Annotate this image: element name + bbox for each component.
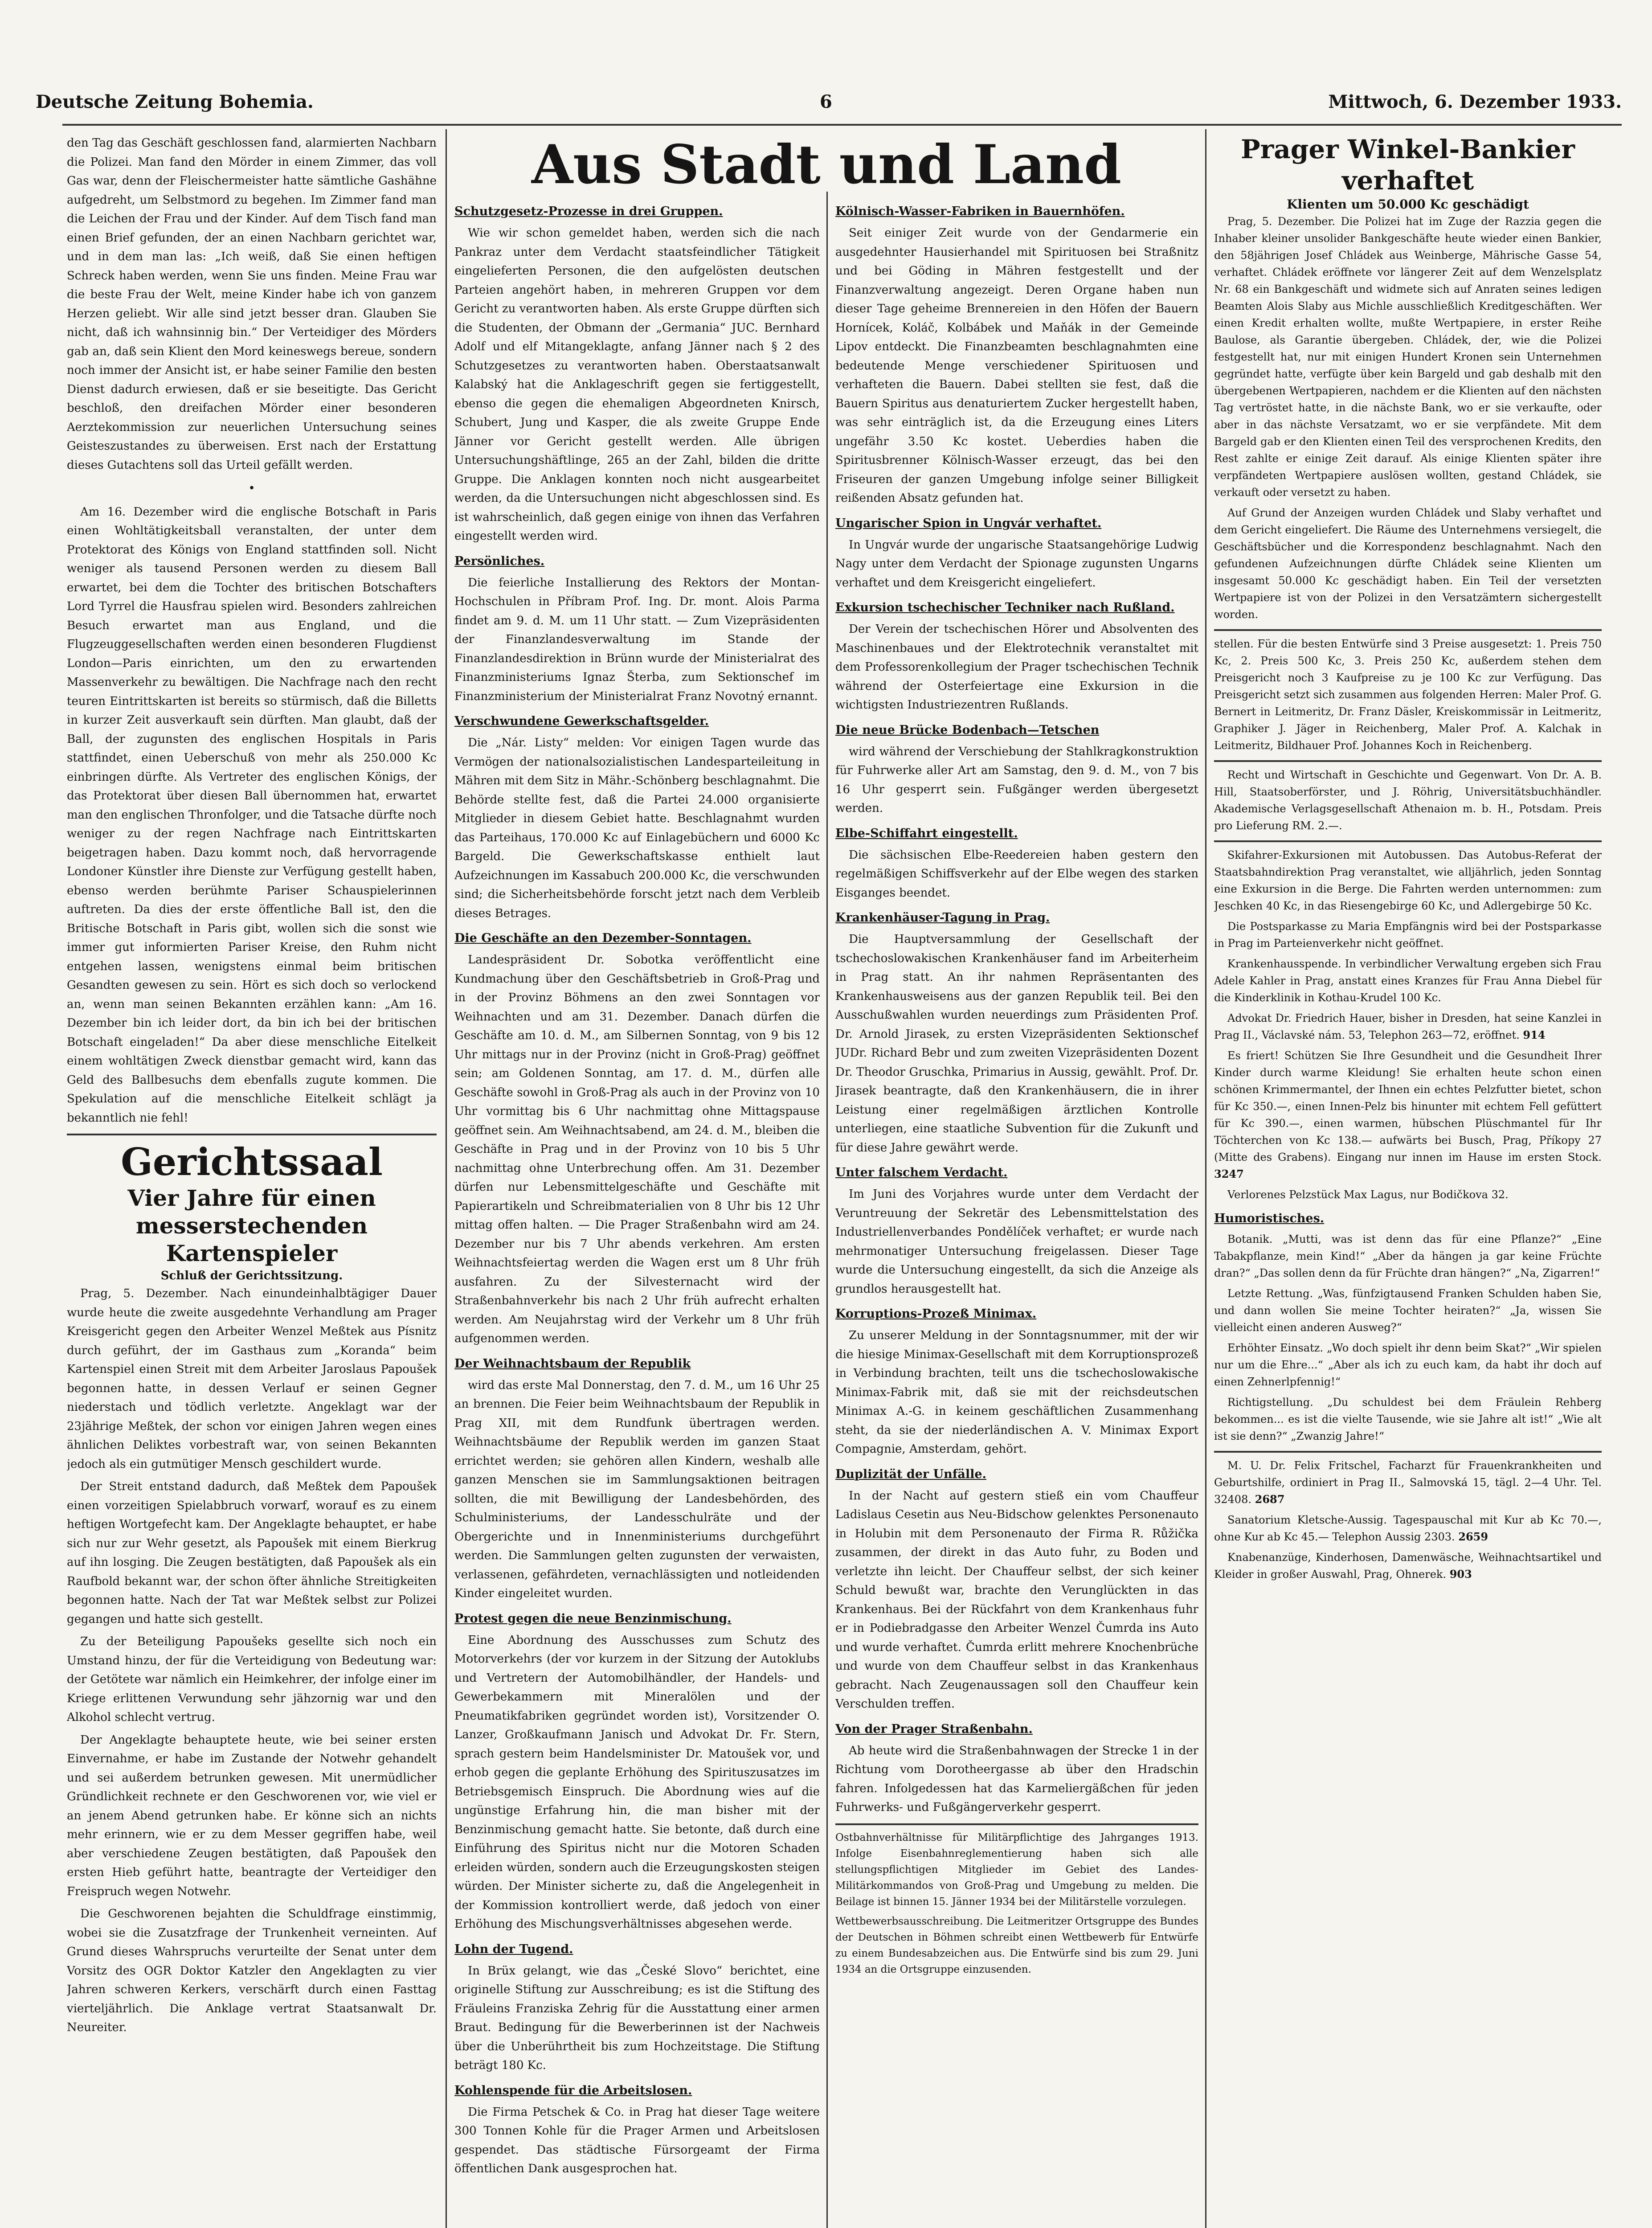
subheadline-banker: Klienten um 50.000 Kc geschädigt: [1287, 197, 1529, 212]
notice-postsavings: Die Postsparkasse zu Maria Empfängnis wird bei der Postsparkasse in Prag im Parteienverkehr nicht geöffnet.: [1214, 920, 1602, 950]
article-body: Ab heute wird die Straßenbahnwagen der Strecke 1 in der Richtung vom Dorotheergasse ab über den Hradschin fahren. Infolgedessen hat das Karmeliergäßchen für jeden Fuhrwerks- und Fußgängerverkehr gesperrt.: [835, 1744, 1198, 1814]
masthead: [36, 91, 1622, 123]
ad-clothing-text: Knabenanzüge, Kinderhosen, Damenwäsche, Weihnachtsartikel und Kleider in großer Auswahl, Prag, Ohnerek.: [1214, 1551, 1602, 1581]
article-body: Landespräsident Dr. Sobotka veröffentlicht eine Kundmachung über den Geschäftsbetrieb in Groß-Prag und in der Provinz Böhmens an den zwei Sonntagen vor Weihnachten und am 31. Dezember. Danach dürfen die Geschäfte am 10. d. M., am Silbernen Sonntag, von 9 bis 12 Uhr mittags nur in der Provinz (nicht in Groß-Prag) geöffnet sein; am Goldenen Sonntag, am 17. d. M., dürfen alle Geschäfte sowohl in Groß-Prag als auch in der Provinz von 10 Uhr vormittag bis 6 Uhr nachmittag ohne Mittagspause geöffnet sein. Am Weihnachtsabend, am 24. d. M., bleiben die Geschäfte in Prag und in der Provinz von 10 bis 5 Uhr nachmittag ohne Unterbrechung offen. Am 31. Dezember dürfen nur Lebensmittelgeschäfte und Geschäfte mit Papierartikeln und Schreibmaterialien von 8 Uhr bis 12 Uhr mittag offen halten. — Die Prager Straßenbahn wird am 24. Dezember nur bis 7 Uhr abends verkehren. Am ersten Weihnachtsfeiertag werden die Wagen erst um 8 Uhr früh ausfahren. Zu der Silvesternacht wird der Straßenbahnverkehr bis nach 2 Uhr früh aufrecht erhalten werden. Am Neujahrstag wird der Verkehr um 8 Uhr früh aufgenommen werden.: [454, 953, 820, 1345]
column-4: [1214, 134, 1602, 2228]
masthead-paper-name: Deutsche Zeitung Bohemia.: [36, 91, 314, 112]
headline: Unter falschem Verdacht.: [835, 1166, 1008, 1180]
ad-number: 3247: [1214, 1167, 1244, 1180]
notice-jury: stellen. Für die besten Entwürfe sind 3 Preise ausgesetzt: 1. Preis 750 Kc, 2. Preis 500 Kc, 3. Preis 250 Kc, außerdem stehen dem Preisgericht noch 3 Kaufpreise zu je 100 Kc zur Verfügung. Das Preisgericht setzt sich zusammen aus folgenden Herren: Maler Prof. G. Bernert in Leitmeritz, Dr. Franz Däsler, Kreiskommissär in Leitmeritz, Graphiker J. Jäger in Reichenberg, Maler Prof. A. Kalchak in Leitmeritz, Bildhauer Prof. Johannes Koch in Reichenberg.: [1214, 638, 1602, 752]
ad-sanatorium: [1214, 1511, 1602, 1545]
headline: Persönliches.: [454, 554, 545, 568]
article-court-p4: Der Angeklagte behauptete heute, wie bei seiner ersten Einvernahme, er habe im Zustande der Notwehr gehandelt und sei außerdem betrunken gewesen. Mit unermüdlicher Gründlichkeit rechnete er den Geschworenen vor, wie viel er an jenem Abend getrunken habe. Er könne sich an nichts mehr erinnern, wie er zu dem Messer gegriffen habe, weil aber verschiedene Zeugen bestätigten, daß Papoušek den ersten Hieb geführt hatte, beantragte der Verteidiger den Freispruch wegen Notwehr.: [67, 1733, 437, 1898]
article-court-p2: Der Streit entstand dadurch, daß Meßtek dem Papoušek einen vorzeitigen Spielabbruch vorwarf, worauf es zu einem heftigen Wortgefecht kam. Der Angeklagte behauptet, er habe sich nur zur Wehr gesetzt, als Papoušek mit einem Bierkrug auf ihn losging. Die Zeugen bestätigten, daß Papoušek als ein Raufbold bekannt war, der schon öfter ähnliche Streitigkeiten begonnen hatte. Nach der Tat war Meßtek selbst zur Polizei gegangen und hatte sich gestellt.: [67, 1480, 437, 1626]
notice-lost: Verlorenes Pelzstück Max Lagus, nur Bodičkova 32.: [1227, 1188, 1509, 1201]
notice-donation: Krankenhausspende. In verbindlicher Verwaltung ergeben sich Frau Adele Kahler in Prag, anstatt eines Kranzes für Frau Anna Diebel für die Kinderklinik in Kothau-Krudel 100 Kc.: [1214, 958, 1602, 1004]
headline: Kölnisch-Wasser-Fabriken in Bauernhöfen.: [835, 205, 1125, 218]
article-body: wird das erste Mal Donnerstag, den 7. d. M., um 16 Uhr 25 an brennen. Die Feier beim Weihnachtsbaum der Republik in Prag XII, mit dem Rundfunk übertragen werden. Weihnachtsbäume der Republik werden im ganzen Staat errichtet werden; sie gehören allen Kindern, weshalb alle ganzen Menschen sie im Sammlungsaktionen beitragen sollten, die mit Bewilligung der Landesbehörden, des Schulministeriums, der Landesschulräte und der Obergerichte und in Innenministeriums durchgeführt werden. Die Sammlungen gelten zugunsten der verwaisten, verlassenen, gefährdeten, vernachlässigten und notleidenden Kinder eingeleitet wurden.: [454, 1378, 820, 1600]
column-3: [835, 196, 1198, 2228]
humor-3: Erhöhter Einsatz. „Wo doch spielt ihr denn beim Skat?“ „Wir spielen nur um die Ehre...“ „Aber als ich zu euch kam, da habt ihr doch auf einen Zehnerlpfennig!“: [1214, 1342, 1602, 1388]
article-body: In Ungvár wurde der ungarische Staatsangehörige Ludwig Nagy unter dem Verdacht der Spionage zugunsten Ungarns verhaftet und dem Kreisgericht eingeliefert.: [835, 538, 1198, 590]
ad-number: 903: [1449, 1568, 1472, 1581]
article-body: Im Juni des Vorjahres wurde unter dem Verdacht der Veruntreuung der Sekretär des Lebensmittelstation des Industriellenverbandes Pondělíček verhaftet; er wurde nach mehrmonatiger Untersuchung freigelassen. Dieser Tage wurde die Untersuchung eingestellt, da sich die Anzeige als grundlos herausgestellt hat.: [835, 1188, 1198, 1296]
article-body: Die Firma Petschek & Co. in Prag hat dieser Tage weitere 300 Tonnen Kohle für die Prager Armen und Arbeitslosen gespendet. Das städtische Fürsorgeamt der Firma öffentlichen Dank ausgesprochen hat.: [454, 2105, 820, 2175]
masthead-page-number: 6: [820, 91, 832, 112]
article-body: Die „Nár. Listy“ melden: Vor einigen Tagen wurde das Vermögen der nationalsozialistischen Landesparteileitung in Mähren mit dem Sitz in Mähr.-Schönberg beschlagnahmt. Die Behörde stellte fest, daß die Partei 24.000 organisierte Mitglieder in diesem Gebiet hatte. Beschlagnahmt wurden das Parteihaus, 170.000 Kc auf Einlagebüchern und 6000 Kc Bargeld. Die Gewerkschaftskasse enthielt laut Aufzeichnungen im Kassabuch 200.000 Kc, die verschwunden sind; die Sicherheitsbehörde forscht jetzt nach dem Verbleib dieses Betrages.: [454, 736, 820, 920]
column-1: [67, 134, 437, 2228]
ad-furs-text: Es friert! Schützen Sie Ihre Gesundheit und die Gesundheit Ihrer Kinder durch warme Kleidung! Sie erhalten heute schon einen schönen Krimmermantel, der Ihnen ein echtes Pelzfutter bietet, schon für Kc 350.—, einen Innen-Pelz bis hinunter mit echtem Fell gefüttert für Kc 390.—, einen warmen, hübschen Plüschmantel für Ihr Töchterchen von Kc 138.— aufwärts bei Busch, Prag, Příkopy 27 (Mitte des Grabens). Eingang nur innen im Hause im ersten Stock.: [1214, 1049, 1602, 1163]
notice-competition: Wettbewerbsausschreibung. Die Leitmeritzer Ortsgruppe des Bundes der Deutschen in Böhmen schreibt einen Wettbewerb für Entwürfe zu einem Bundesabzeichen aus. Die Entwürfe sind bis zum 29. Juni 1934 an die Ortsgruppe einzusenden.: [835, 1915, 1198, 1975]
section-banner: [459, 134, 1194, 196]
headline: Verschwundene Gewerkschaftsgelder.: [454, 714, 709, 728]
headline: Von der Prager Straßenbahn.: [835, 1722, 1033, 1736]
headline-humor: Humoristisches.: [1214, 1212, 1325, 1225]
headline: Der Weihnachtsbaum der Republik: [454, 1356, 691, 1371]
article-body: In Brüx gelangt, wie das „České Slovo“ berichtet, eine originelle Stiftung zur Ausschreibung; es ist die Stiftung des Fräuleins Franziska Zehrig für die Ausstattung einer armen Braut. Bedingung für die Bewerberinnen ist der Nachweis über die Unberührtheit bis zum Hochzeitstage. Die Stiftung beträgt 180 Kc.: [454, 1964, 820, 2072]
article-body: In der Nacht auf gestern stieß ein vom Chauffeur Ladislaus Cesetin aus Neu-Bidschow gelenktes Personenauto in Holubin mit dem Personenauto der Firma R. Růžička zusammen, der direkt in das Auto fuhr, zu Boden und verletzte ihn leicht. Der Chauffeur selbst, der sich keiner Schuld bewußt war, brachte den Verunglückten in das Krankenhaus. Bei der Rückfahrt von dem Krankenhaus fuhr er in Podiebradgasse den Arbeiter Wenzel Čumrda ins Auto und wurde verhaftet. Čumrda erlitt mehrere Knochenbrüche und wurde von dem Chauffeur selbst in das Krankenhaus gebracht. Nach Zeugenaussagen soll den Chauffeur kein Verschulden treffen.: [835, 1489, 1198, 1711]
article-ball: Am 16. Dezember wird die englische Botschaft in Paris einen Wohltätigkeitsball veranstalten, der unter dem Protektorat des Königs von England stattfinden soll. Nicht weniger als tausend Personen werden zu diesem Ball erwartet, bei dem die Tochter des britischen Botschafters Lord Tyrrel die Hausfrau spielen wird. Besonders zahlreichen Besuch erwartet man aus England, und die Flugzeuggesellschaften werden einen besonderen Flugdienst London—Paris einrichten, um den zu erwartenden Massenverkehr zu bewältigen. Die Nachfrage nach den recht teuren Eintrittskarten ist bereits so stürmisch, daß die Billetts in kurzer Zeit ausverkauft sein dürften. Man glaubt, daß der Ball, der zugunsten des englischen Hospitals in Paris stattfindet, einen Ueberschuß von mehr als 250.000 Kc einbringen dürfte. Als Vertreter des englischen Königs, der das Protektorat über diesen Ball übernommen hat, erwartet man den englischen Thronfolger, und die Tatsache dürfte noch weniger zu der regen Nachfrage nach Eintrittskarten beigetragen haben. Dazu kommt noch, daß hervorragende Londoner Künstler ihre Dienste zur Verfügung gestellt haben, ebenso werden berühmte Pariser Schauspielerinnen auftreten. Da dies der erste öffentliche Ball ist, den die Britische Botschaft in Paris gibt, wollen sich die sonst wie immer gut informierten Pariser Kreise, den Ruhm nicht entgehen lassen, wenigstens einmal beim britischen Gesandten gewesen zu sein. Hört es sich doch so verlockend an, wenn man seinen Bekannten erzählen kann: „Am 16. Dezember bin ich leider dort, da bin ich bei der britischen Botschaft eingeladen!“ Da aber diese menschliche Eitelkeit einem wohltätigen Zweck dienstbar gemacht wird, kann das Geld des Ballbesuchs dem ebenfalls zugute kommen. Die Spekulation auf die menschliche Eitelkeit schlägt ja bekanntlich nie fehl!: [67, 505, 437, 1125]
ad-sanatorium-text: Sanatorium Kletsche-Aussig. Tagespauschal mit Kur ab Kc 70.—, ohne Kur ab Kc 45.— Telephon Aussig 2303.: [1214, 1514, 1602, 1543]
masthead-date: Mittwoch, 6. Dezember 1933.: [1328, 91, 1622, 112]
ad-doctor: [1214, 1457, 1602, 1508]
article-banker-p2: Auf Grund der Anzeigen wurden Chládek und Slaby verhaftet und dem Gericht eingeliefert. Die Räume des Unternehmens versiegelt, die Geschäftsbücher und die Korrespondenz beschlagnahmt. Nach den gefundenen Aufzeichnungen dürfte Chládek seine Klienten um insgesamt 50.000 Kc geschädigt haben. Ein Teil der versetzten Wertpapiere ist von der Polizei in den Versatzämtern sichergestellt worden.: [1214, 507, 1602, 621]
headline: Protest gegen die neue Benzinmischung.: [454, 1611, 732, 1626]
ad-number: 914: [1523, 1028, 1546, 1041]
headline: Die Geschäfte an den Dezember-Sonntagen.: [454, 931, 752, 945]
ad-lawyer-text: Advokat Dr. Friedrich Hauer, bisher in Dresden, hat seine Kanzlei in Prag II., Václavské nám. 53, Telephon 263—72, eröffnet.: [1214, 1012, 1602, 1041]
humor-4: Richtigstellung. „Du schuldest bei dem Fräulein Rehberg bekommen... es ist die vielte Tausende, wie sie Jahre alt ist!“ „Wie alt ist sie denn?“ „Zwanzig Jahre!“: [1214, 1396, 1602, 1442]
headline: Ungarischer Spion in Ungvár verhaftet.: [835, 516, 1102, 530]
headline-banker: Prager Winkel-Bankier verhaftet: [1241, 134, 1575, 196]
article-court-p3: Zu der Beteiligung Papoušeks gesellte sich noch ein Umstand hinzu, der für die Verteidigung von Bedeutung war: der Getötete war nämlich ein Heimkehrer, der infolge einer im Kriege erlittenen Verwundung sehr jähzornig war und den Alkohol schlecht vertrug.: [67, 1635, 437, 1724]
masthead-rule: [62, 124, 1622, 126]
notice-military: Ostbahnverhältnisse für Militärpflichtige des Jahrganges 1913. Infolge Eisenbahnreglementierung haben sich alle stellungspflichtigen Mitglieder im Gebiet des Landes-Militärkommandos von Groß-Prag und Umgebung zu melden. Die Beilage ist binnen 15. Jänner 1934 bei der Militärstelle vorzulegen.: [835, 1831, 1198, 1908]
article-body: Die sächsischen Elbe-Reedereien haben gestern den regelmäßigen Schiffsverkehr auf der Elbe wegen des starken Eisganges beendet.: [835, 848, 1198, 900]
section-rule: [1214, 760, 1602, 762]
section-rule: [1214, 840, 1602, 842]
section-rule: [1214, 1451, 1602, 1453]
section-title-court: Gerichtssaal: [121, 1140, 383, 1184]
article-body: Die feierliche Installierung des Rektors der Montan-Hochschulen in Příbram Prof. Ing. Dr. mont. Alois Parma findet am 9. d. M. um 11 Uhr statt. — Zum Vizepräsidenten der Finanzlandesverwaltung im Stande der Finanzlandesdirektion in Brünn wurde der Ministerialrat des Finanzministeriums Ignaz Šterba, zum Sektionschef im Finanzministerium der Ministerialrat Franz Novotný ernannt.: [454, 576, 820, 703]
humor-2: Letzte Rettung. „Was, fünfzigtausend Franken Schulden haben Sie, und dann wollen Sie meine Tochter heiraten?“ „Ja, wissen Sie vielleicht einen anderen Ausweg?“: [1214, 1287, 1602, 1334]
separator-dot: •: [248, 482, 255, 495]
section-rule: [835, 1823, 1198, 1825]
article-body: Eine Abordnung des Ausschusses zum Schutz des Motorverkehrs (der vor kurzem in der Sitzung der Autoklubs und Vertretern der Automobilhändler, der Handels- und Gewerbekammern mit Mineralölen und der Pneumatikfabriken gegründet worden ist), Vorsitzender O. Lanzer, Großkaufmann Janisch und Advokat Dr. Fr. Stern, sprach gestern beim Handelsminister Dr. Matoušek vor, und erhob gegen die geplante Erhöhung des Spirituszusatzes im Betriebsgemisch Einspruch. Die Abordnung wies auf die ungünstige Erfahrung hin, die man bisher mit der Benzinmischung gemacht hatte. Sie betonte, daß durch eine Einführung des Spiritus nicht nur die Motoren Schaden erleiden würden, sondern auch die Erzeugungskosten steigen würden. Der Minister sicherte zu, daß die Angelegenheit in der Kommission kontrolliert werde, daß jedoch von einer Erhöhung des Mischungsverhältnisses abgesehen werde.: [454, 1633, 820, 1931]
article-headline-court: Vier Jahre für einen messerstechenden Kartenspieler: [127, 1185, 376, 1266]
column-divider: [826, 192, 828, 2228]
column-divider: [1205, 129, 1206, 2228]
article-intro: den Tag das Geschäft geschlossen fand, alarmierten Nachbarn die Polizei. Man fand den Mörder in einem Zimmer, das voll Gas war, denn der Fleischermeister hatte sämtliche Gashähne aufgedreht, um Selbstmord zu begehen. Im Zimmer fand man die Leichen der Frau und der Kinder. Auf dem Tisch fand man einen Brief gefunden, der an einen Nachbarn gerichtet war, und in dem man las: „Ich weiß, daß Sie einen heftigen Schreck haben werden, wenn Sie uns finden. Meine Frau war die beste Frau der Welt, meine Kinder habe ich von ganzem Herzen geliebt. Wir alle sind jetzt besser dran. Glauben Sie nicht, daß ich wahnsinnig bin.“ Der Verteidiger des Mörders gab an, daß sein Klient den Mord keineswegs bereue, sondern noch immer der Ansicht ist, er habe seiner Familie den besten Dienst dadurch erwiesen, daß er sie beseitigte. Das Gericht beschloß, den dreifachen Mörder einer besonderen Aerztekommission zur neuerlichen Untersuchung seines Geisteszustandes zu überweisen. Erst nach der Erstattung dieses Gutachtens soll das Urteil gefällt werden.: [67, 136, 437, 472]
article-body: Seit einiger Zeit wurde von der Gendarmerie ein ausgedehnter Hausierhandel mit Spirituosen bei Straßnitz und bei Göding in Mähren festgestellt und der Finanzverwaltung angezeigt. Deren Organe haben nun dieser Tage geheime Brennereien in den Höfen der Bauern Hornícek, Koláč, Kolbábek und Maňák in der Gemeinde Lipov entdeckt. Die Finanzbeamten beschlagnahmten eine bedeutende Menge verschiedener Spirituosen und verhafteten die Bauern. Dabei stellten sie fest, daß die Bauern Spiritus aus denaturiertem Zucker hergestellt haben, was sehr einträglich ist, da die Erzeugung eines Liters ungefähr 3.50 Kc kostet. Ueberdies haben die Spiritusbrenner Kölnisch-Wasser erzeugt, das bei den Friseuren der ganzen Umgebung infolge seiner Billigkeit reißenden Absatz gefunden hat.: [835, 226, 1198, 505]
section-rule: [67, 1134, 437, 1135]
article-court-p1: Prag, 5. Dezember. Nach einundeinhalbtägiger Dauer wurde heute die zweite ausgedehnte Verhandlung am Prager Kreisgericht gegen den Arbeiter Wenzel Meßtek aus Písnitz durch geführt, der im Gasthaus zum „Koranda“ beim Kartenspiel einen Streit mit dem Arbeiter Jaroslaus Papoušek begonnen hatte, in dessen Verlauf er seinen Gegner niederstach und tödlich verletzte. Angeklagt war der 23jährige Meßtek, der schon vor einigen Jahren wegen eines ähnlichen Deliktes vorbestraft war, von seinen Bekannten jedoch als ein gutmütiger Mensch geschildert wurde.: [67, 1287, 437, 1471]
article-body: wird während der Verschiebung der Stahlkragkonstruktion für Fuhrwerke aller Art am Samstag, den 9. d. M., von 7 bis 16 Uhr gesperrt sein. Fußgänger werden übergesetzt werden.: [835, 745, 1198, 815]
headline: Die neue Brücke Bodenbach—Tetschen: [835, 723, 1100, 737]
notice-book: Recht und Wirtschaft in Geschichte und Gegenwart. Von Dr. A. B. Hill, Staatsoberförster, und J. Röhrig, Universitätsbuchhändler. Akademische Verlagsgesellschaft Athenaion m. b. H., Potsdam. Preis pro Lieferung RM. 2.—.: [1214, 769, 1602, 832]
article-banker-p1: Prag, 5. Dezember. Die Polizei hat im Zuge der Razzia gegen die Inhaber kleiner unsolider Bankgeschäfte heute wieder einen Bankier, den 58jährigen Josef Chládek aus Weinberge, Mährische Gasse 54, verhaftet. Chládek eröffnete vor längerer Zeit auf dem Wenzelsplatz Nr. 68 ein Bankgeschäft und widmete sich auf Anraten seines ledigen Beamten Alois Slaby aus Michle ausschließlich Kreditgeschäften. Wer einen Kredit erhalten wollte, mußte Wertpapiere, in erster Reihe Baulose, als Garantie übergeben. Chládek, der, wie die Polizei festgestellt hat, nur mit einigen Hundert Kronen sein Unternehmen gegründet hatte, verfügte über kein Bargeld und gab deshalb mit den übergebenen Wertpapieren, nachdem er die Klienten auf den nächsten Tag vertröstet hatte, in die nächste Bank, wo er sie verkaufte, oder aber in das nächste Versatzamt, wo er sie verpfändete. Mit dem Bargeld gab er den Klienten einen Teil des versprochenen Kredits, den Rest zahlte er einige Zeit darauf. Als einige Klienten später ihre verpfändeten Wertpapiere auslösen wollten, gestand Chládek, sie verkauft oder versetzt zu haben.: [1214, 215, 1602, 499]
column-2: [454, 196, 820, 2228]
ad-number: 2687: [1255, 1493, 1285, 1506]
ad-doctor-text: M. U. Dr. Felix Fritschel, Facharzt für Frauenkrankheiten und Geburtshilfe, ordiniert in Prag II., Salmovská 15, tägl. 2—4 Uhr. Tel. 32408.: [1214, 1459, 1602, 1506]
article-subheadline-court: Schluß der Gerichtssitzung.: [160, 1269, 343, 1282]
section-title-city: Aus Stadt und Land: [531, 133, 1122, 196]
headline: Krankenhäuser-Tagung in Prag.: [835, 911, 1050, 925]
article-body: Zu unserer Meldung in der Sonntagsnummer, mit der wir die hiesige Minimax-Gesellschaft mit dem Korruptionsprozeß in Verbindung brachten, teilt uns die tschechoslowakische Minimax-Fabrik mit, daß sie mit der reichsdeutschen Minimax A.-G. in keinem geschäftlichen Zusammenhang steht, da sie der niederländischen A. V. Minimax Export Compagnie, Amsterdam, gehört.: [835, 1329, 1198, 1456]
article-body: Wie wir schon gemeldet haben, werden sich die nach Pankraz unter dem Verdacht staatsfeindlicher Tätigkeit eingelieferten Personen, die den aufgelösten deutschen Parteien angehört haben, in mehreren Gruppen vor dem Gericht zu verantworten haben. Als erste Gruppe dürften sich die Studenten, der Obmann der „Germania“ JUC. Bernhard Adolf und elf Mitangeklagte, anfang Jänner nach § 2 des Schutzgesetzes zu verantworten haben. Oberstaatsanwalt Kalabský hat die Anklageschrift gegen sie fertiggestellt, ebenso die gegen die ehemaligen Abgeordneten Knirsch, Schubert, Jung und Kasper, die als zweite Gruppe Ende Jänner vor Gericht gestellt werden. Alle übrigen Untersuchungshäftlinge, 265 an der Zahl, bilden die dritte Gruppe. Die Anklagen konnten noch nicht ausgearbeitet werden, da die Untersuchungen nicht abgeschlossen sind. Es ist wahrscheinlich, daß gegen einige von ihnen das Verfahren eingestellt werden wird.: [454, 226, 820, 543]
headline: Exkursion tschechischer Techniker nach Rußland.: [835, 601, 1175, 614]
article-body: Die Hauptversammlung der Gesellschaft der tschechoslowakischen Krankenhäuser fand im Arbeiterheim in Prag statt. An ihr nahmen Repräsentanten des Krankenhausweisens aus der ganzen Republik teil. Bei den Ausschußwahlen wurden neuerdings zum Präsidenten Prof. Dr. Arnold Jirasek, zu ersten Vizepräsidenten Sektionschef JUDr. Richard Bebr und zum zweiten Vizepräsidenten Dozent Dr. Theodor Gruschka, Primarius in Aussig, gewählt. Prof. Dr. Jirasek beantragte, daß den Krankenhäusern, die in ihrer Leistung einer regelmäßigen ärztlichen Kontrolle unterliegen, eine staatliche Subvention für die Zukunft und für diese Jahre gewährt werde.: [835, 933, 1198, 1155]
notice-ski: Skifahrer-Exkursionen mit Autobussen. Das Autobus-Referat der Staatsbahndirektion Prag veranstaltet, wie alljährlich, jeden Sonntag eine Exkursion in die Berge. Die Fahrten werden unternommen: zum Jeschken 40 Kc, in das Riesengebirge 60 Kc, und Adlergebirge 50 Kc.: [1214, 849, 1602, 912]
ad-lawyer: [1214, 1010, 1602, 1044]
headline: Korruptions-Prozeß Minimax.: [835, 1307, 1037, 1321]
headline: Elbe-Schiffahrt eingestellt.: [835, 826, 1018, 840]
headline: Kohlenspende für die Arbeitslosen.: [454, 2083, 692, 2097]
headline: Duplizität der Unfälle.: [835, 1467, 986, 1481]
ad-number: 2659: [1458, 1530, 1488, 1543]
ad-clothing: [1214, 1549, 1602, 1583]
headline: Schutzgesetz-Prozesse in drei Gruppen.: [454, 205, 723, 218]
ad-furs: [1214, 1047, 1602, 1183]
article-court-p5: Die Geschworenen bejahten die Schuldfrage einstimmig, wobei sie die Zusatzfrage der Trunkenheit verneinten. Auf Grund dieses Wahrspruchs verurteilte der Senat unter dem Vorsitz des OGR Doktor Katzler den Angeklagten zu vier Jahren schweren Kerkers, verschärft durch einen Fasttag vierteljährlich. Die Anklage vertrat Staatsanwalt Dr. Neureiter.: [67, 1907, 437, 2034]
headline: Lohn der Tugend.: [454, 1942, 573, 1956]
section-rule: [1214, 629, 1602, 631]
humor-1: Botanik. „Mutti, was ist denn das für eine Pflanze?“ „Eine Tabakpflanze, mein Kind!“ „Aber da hängen ja gar keine Früchte dran?“ „Das sollen denn da für Früchte dran hängen?“ „Na, Zigarren!“: [1214, 1233, 1602, 1279]
column-divider: [446, 129, 447, 2228]
article-body: Der Verein der tschechischen Hörer und Absolventen des Maschinenbaues und der Elektrotechnik veranstaltet mit dem Professorenkollegium der Prager tschechischen Technik während der Osterfeiertage eine Exkursion in die wichtigsten Industriezentren Rußlands.: [835, 623, 1198, 712]
